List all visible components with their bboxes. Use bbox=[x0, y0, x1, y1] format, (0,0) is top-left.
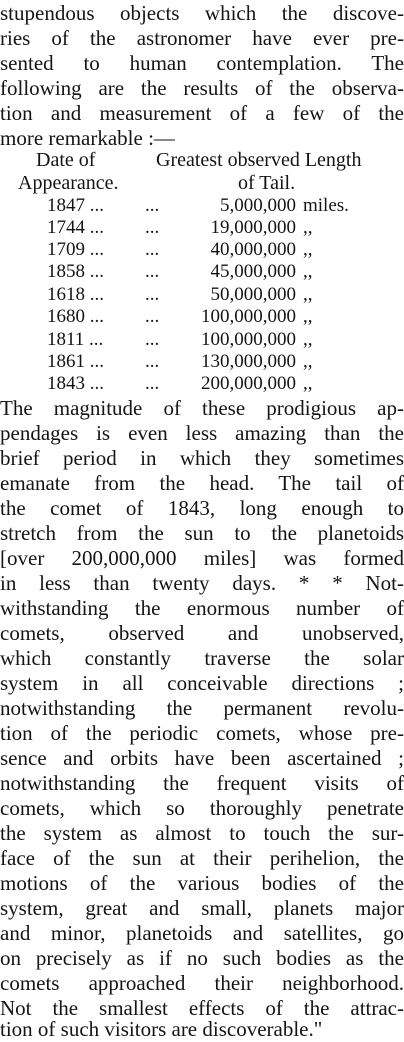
text-line: The magnitude of these prodigious ap- bbox=[0, 396, 404, 420]
year-cell: 1744 ... bbox=[47, 217, 104, 238]
text-line: and minor, planetoids and satellites, go bbox=[0, 921, 404, 945]
text-line: brief period in which they sometimes bbox=[0, 446, 404, 470]
text-line: Not the smallest effects of the attrac- bbox=[0, 996, 404, 1020]
leader-dots: ... bbox=[145, 217, 160, 238]
table-row bbox=[0, 239, 404, 261]
leader-dots: ... bbox=[145, 306, 160, 327]
table-row bbox=[0, 284, 404, 306]
text-line: comets, observed and unobserved, bbox=[0, 621, 404, 645]
leader-dots: ... bbox=[145, 195, 160, 216]
text-line: comets approached their neighborhood. bbox=[0, 971, 404, 995]
text-line: stupendous objects which the discove- bbox=[0, 1, 404, 25]
text-line: system in all conceivable directions ; bbox=[0, 671, 404, 695]
length-cell: 5,000,000 bbox=[220, 195, 296, 216]
unit-cell: miles. bbox=[303, 195, 349, 216]
leader-dots: ... bbox=[145, 239, 160, 260]
text-line: sented to human contemplation. The bbox=[0, 51, 404, 75]
text-line: emanate from the head. The tail of bbox=[0, 471, 404, 495]
unit-cell: ,, bbox=[303, 284, 313, 305]
table-row bbox=[0, 261, 404, 283]
length-cell: 50,000,000 bbox=[210, 284, 296, 305]
text-line: stretch from the sun to the planetoids bbox=[0, 521, 404, 545]
text-line: tion of the periodic comets, whose pre- bbox=[0, 721, 404, 745]
text-line: the system as almost to touch the sur- bbox=[0, 821, 404, 845]
year-cell: 1861 ... bbox=[47, 351, 104, 372]
unit-cell: ,, bbox=[303, 373, 313, 394]
unit-cell: ,, bbox=[303, 329, 313, 350]
year-cell: 1843 ... bbox=[47, 373, 104, 394]
length-cell: 40,000,000 bbox=[210, 239, 296, 260]
table-row bbox=[0, 217, 404, 239]
text-line: system, great and small, planets major bbox=[0, 896, 404, 920]
text-line: following are the results of the observa- bbox=[0, 76, 404, 100]
text-line: tion of such visitors are discoverable." bbox=[0, 1017, 323, 1041]
table-header-date-1: Date of bbox=[36, 149, 96, 171]
table-row bbox=[0, 306, 404, 328]
text-line: notwithstanding the frequent visits of bbox=[0, 771, 404, 795]
year-cell: 1618 ... bbox=[47, 284, 104, 305]
table-row bbox=[0, 195, 404, 217]
length-cell: 200,000,000 bbox=[201, 373, 296, 394]
length-cell: 45,000,000 bbox=[210, 261, 296, 282]
leader-dots: ... bbox=[145, 261, 160, 282]
year-cell: 1847 ... bbox=[47, 195, 104, 216]
leader-dots: ... bbox=[145, 351, 160, 372]
text-line: pendages is even less amazing than the bbox=[0, 421, 404, 445]
year-cell: 1680 ... bbox=[47, 306, 104, 327]
table-row bbox=[0, 373, 404, 395]
table-row bbox=[0, 351, 404, 373]
unit-cell: ,, bbox=[303, 261, 313, 282]
text-line: on precisely as if no such bodies as the bbox=[0, 946, 404, 970]
text-line: notwithstanding the permanent revolu- bbox=[0, 696, 404, 720]
text-line: which constantly traverse the solar bbox=[0, 646, 404, 670]
text-line: comets, which so thoroughly penetrate bbox=[0, 796, 404, 820]
text-line: in less than twenty days. * * Not- bbox=[0, 571, 404, 595]
length-cell: 100,000,000 bbox=[201, 306, 296, 327]
table-header-length-1: Greatest observed Length bbox=[156, 149, 362, 171]
leader-dots: ... bbox=[145, 284, 160, 305]
text-line: tion and measurement of a few of the bbox=[0, 101, 404, 125]
unit-cell: ,, bbox=[303, 217, 313, 238]
text-line: more remarkable :— bbox=[0, 126, 175, 150]
text-line: [over 200,000,000 miles] was formed bbox=[0, 546, 404, 570]
leader-dots: ... bbox=[145, 373, 160, 394]
text-line: sence and orbits have been ascertained ; bbox=[0, 746, 404, 770]
length-cell: 100,000,000 bbox=[201, 329, 296, 350]
length-cell: 19,000,000 bbox=[210, 217, 296, 238]
leader-dots: ... bbox=[145, 329, 160, 350]
table-row bbox=[0, 329, 404, 351]
length-cell: 130,000,000 bbox=[201, 351, 296, 372]
text-line: motions of the various bodies of the bbox=[0, 871, 404, 895]
year-cell: 1811 ... bbox=[47, 329, 104, 350]
text-line: face of the sun at their perihelion, the bbox=[0, 846, 404, 870]
table-header-length-2: of Tail. bbox=[238, 172, 296, 194]
unit-cell: ,, bbox=[303, 306, 313, 327]
table-header-date-2: Appearance. bbox=[18, 172, 119, 194]
text-line: ries of the astronomer have ever pre- bbox=[0, 26, 404, 50]
text-line: the comet of 1843, long enough to bbox=[0, 496, 404, 520]
year-cell: 1858 ... bbox=[47, 261, 104, 282]
unit-cell: ,, bbox=[303, 351, 313, 372]
text-line: withstanding the enormous number of bbox=[0, 596, 404, 620]
unit-cell: ,, bbox=[303, 239, 313, 260]
year-cell: 1709 ... bbox=[47, 239, 104, 260]
